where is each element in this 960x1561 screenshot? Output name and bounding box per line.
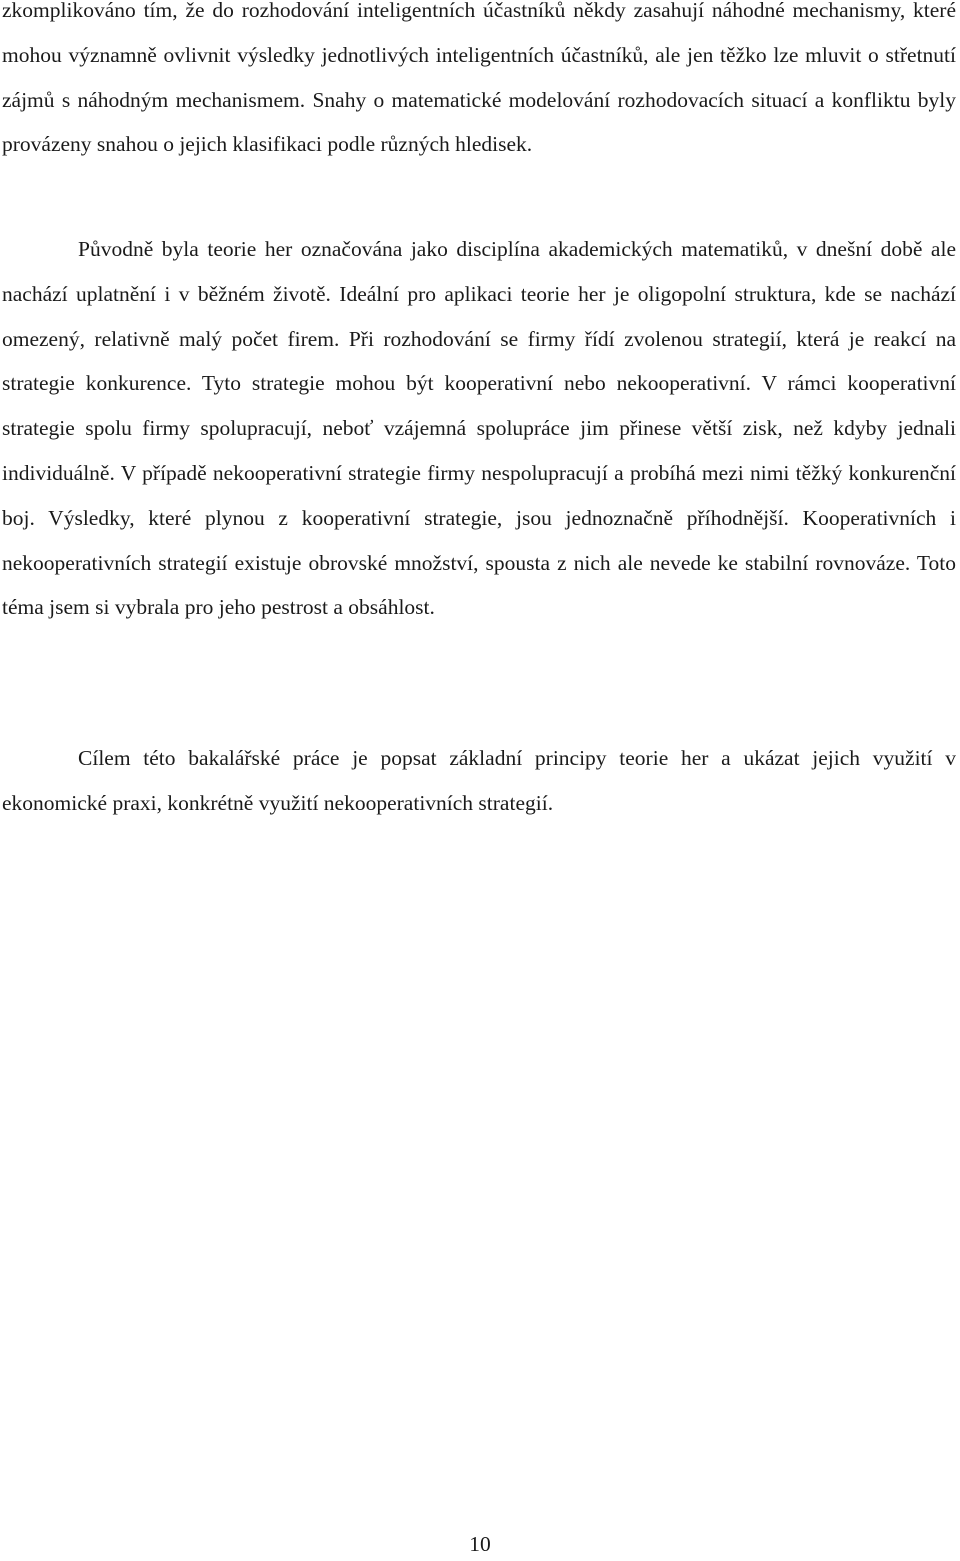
paragraph-continuation: zkomplikováno tím, že do rozhodování inteligentních účastníků někdy zasahují náhodné mechanismy, které mohou významně ovlivnit výsledky jednotlivých inteligentních účastníků, ale jen těžko lze mluvit o střetnutí zájmů s náhodným mechanismem. Snahy o matematické modelování rozhodovacích situací a konfliktu byly provázeny snahou o jejich klasifikaci podle různých hledisek. — [2, 0, 956, 157]
paragraph-thesis-goal: Cílem této bakalářské práce je popsat základní principy teorie her a ukázat jejich využití v ekonomické praxi, konkrétně využití nekooperativních strategií. — [2, 746, 956, 815]
page-number: 10 — [469, 1532, 491, 1556]
paragraph-game-theory-strategies: Původně byla teorie her označována jako disciplína akademických matematiků, v dnešní době ale nachází uplatnění i v běžném životě. Ideální pro aplikaci teorie her je oligopolní struktura, kde se nachází omezený, relativně malý počet firem. Při rozhodování se firmy řídí zvolenou strategií, která je reakcí na strategie konkurence. Tyto strategie mohou být kooperativní nebo nekooperativní. V rámci kooperativní strategie spolu firmy spolupracují, neboť vzájemná spolupráce jim přinese větší zisk, než kdyby jednali individuálně. V případě nekooperativní strategie firmy nespolupracují a probíhá mezi nimi těžký konkurenční boj. Výsledky, které plynou z kooperativní strategie, jsou jednoznačně příhodnější. Kooperativních i nekooperativních strategií existuje obrovské množství, spousta z nich ale nevede ke stabilní rovnováze. Toto téma jsem si vybrala pro jeho pestrost a obsáhlost. — [2, 237, 956, 620]
